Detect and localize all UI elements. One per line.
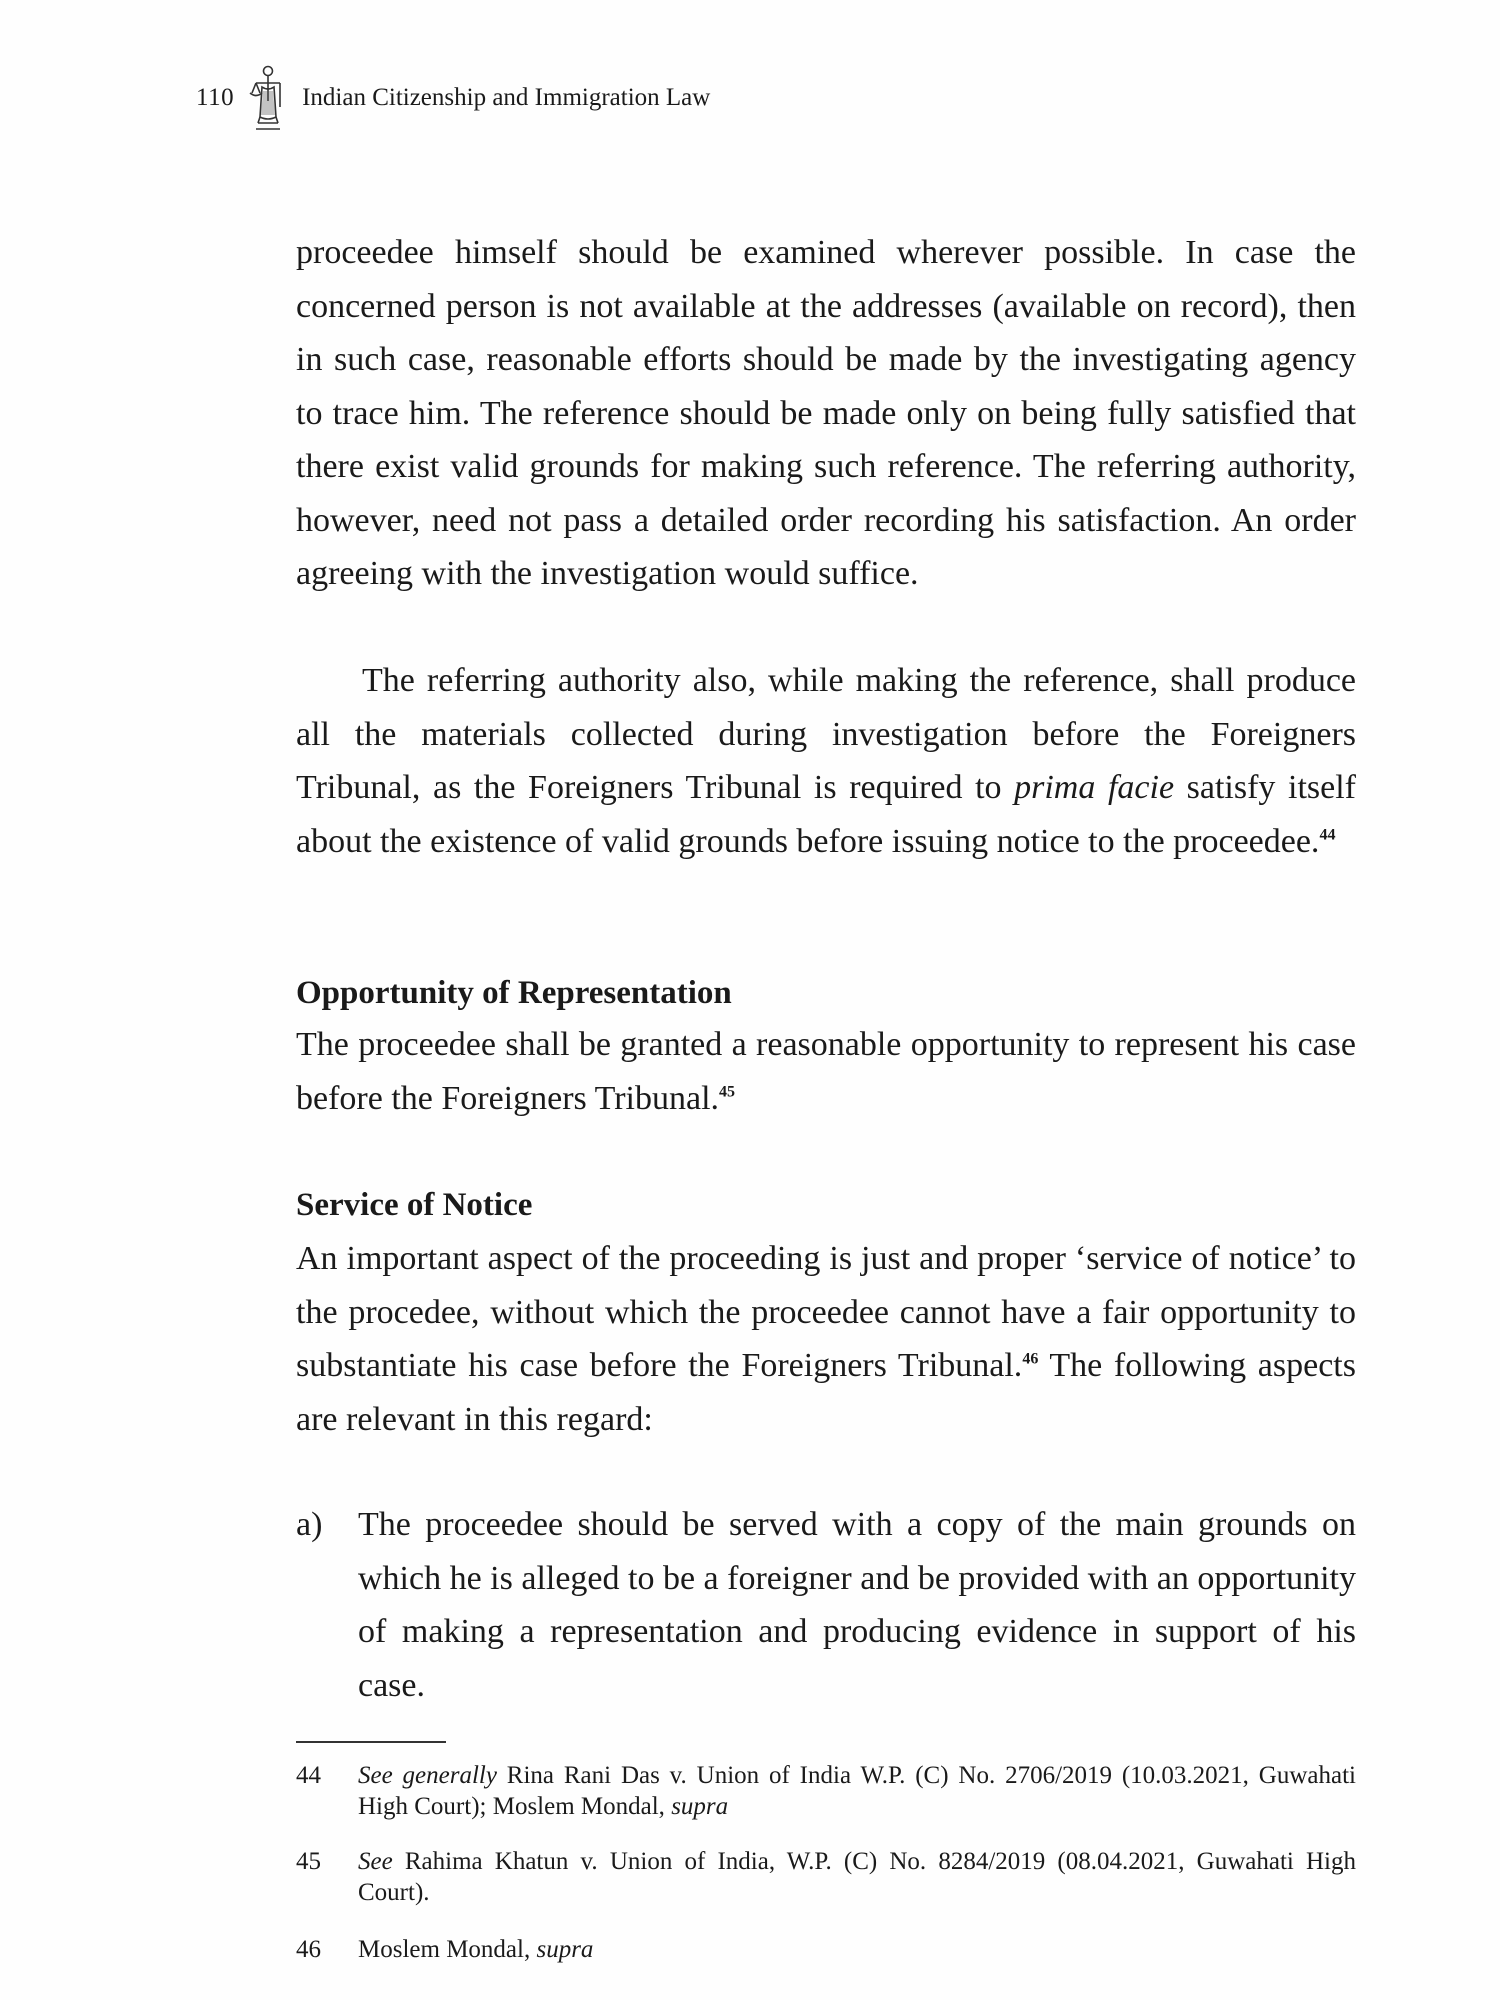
footnote-ref-46: 46 <box>1022 1350 1039 1368</box>
paragraph-2-text <box>296 654 1356 868</box>
footnote-46 <box>296 1934 1356 1965</box>
paragraph-2-text-after: satisfy itself about the existence of valid grounds before issuing notice to the proceedee. <box>296 769 1357 860</box>
lady-justice-icon <box>248 61 288 135</box>
footnote-body: Moslem Mondal, <box>358 1936 537 1963</box>
footnote-number: 44 <box>296 1762 321 1789</box>
footnote-text <box>358 1760 1356 1822</box>
section-1-text <box>296 1018 1356 1125</box>
footnote-text <box>358 1846 1356 1908</box>
footnote-italic-tail: supra <box>671 1793 729 1820</box>
footnote-ref-44: 44 <box>1319 826 1336 844</box>
footnote-number: 46 <box>296 1936 321 1963</box>
list-item <box>296 1498 1356 1712</box>
footnote-divider <box>296 1741 446 1743</box>
footnote-text <box>358 1934 1356 1965</box>
footnote-italic-tail: supra <box>536 1936 594 1963</box>
section-2-text-before: An important aspect of the proceeding is just and proper ‘service of notice’ to the procedee, without which the proceedee cannot have a fair opportunity to substantiate his case before the Foreigners Tribunal. <box>296 1240 1356 1384</box>
list-marker: a) <box>296 1506 323 1543</box>
running-header <box>196 58 710 138</box>
paragraph-2-text-before: The referring authority also, while making the reference, shall produce all the materials collected during investigation before the Foreigners Tribunal, as the Foreigners Tribunal is required to <box>296 662 1356 806</box>
heading-opportunity-of-representation: Opportunity of Representation <box>296 975 732 1011</box>
footnote-italic-lead: See generally <box>358 1762 497 1789</box>
page-number: 110 <box>196 84 235 111</box>
paragraph-2 <box>296 654 1356 868</box>
heading-service-of-notice: Service of Notice <box>296 1187 533 1223</box>
footnote-number: 45 <box>296 1848 321 1875</box>
section-2-body <box>296 1232 1356 1446</box>
section-2-text-after: The following aspects are relevant in this regard: <box>296 1347 1356 1438</box>
section-1-text-main: The proceedee shall be granted a reasonable opportunity to represent his case before the Foreigners Tribunal. <box>296 1026 1356 1117</box>
paragraph-2-italic: prima facie <box>1014 769 1175 806</box>
footnote-45 <box>296 1846 1356 1908</box>
footnote-44 <box>296 1760 1356 1822</box>
section-1-body <box>296 1018 1356 1125</box>
paragraph-1 <box>296 226 1356 601</box>
footnote-italic-lead: See <box>358 1848 393 1875</box>
paragraph-1-text: proceedee himself should be examined wherever possible. In case the concerned person is not available at the addresses (available on record), then in such case, reasonable efforts should be made by the investigating agency to trace him. The reference should be made only on being fully satisfied that there exist valid grounds for making such reference. The referring authority, however, need not pass a detailed order recording his satisfaction. An order agreeing with the investigation would suffice. <box>296 234 1356 592</box>
book-title: Indian Citizenship and Immigration Law <box>302 84 711 111</box>
footnote-body: Rina Rani Das v. Union of India W.P. (C) No. 2706/2019 (10.03.2021, Guwahati High Court); Moslem Mondal, <box>358 1762 1356 1820</box>
section-2-text <box>296 1232 1356 1446</box>
footnote-ref-45: 45 <box>719 1083 736 1101</box>
footnote-body: Rahima Khatun v. Union of India, W.P. (C) No. 8284/2019 (08.04.2021, Guwahati High Court). <box>358 1848 1356 1906</box>
list-item-text: The proceedee should be served with a copy of the main grounds on which he is alleged to be a foreigner and be provided with an opportunity of making a representation and producing evidence in support of his case. <box>358 1506 1356 1704</box>
